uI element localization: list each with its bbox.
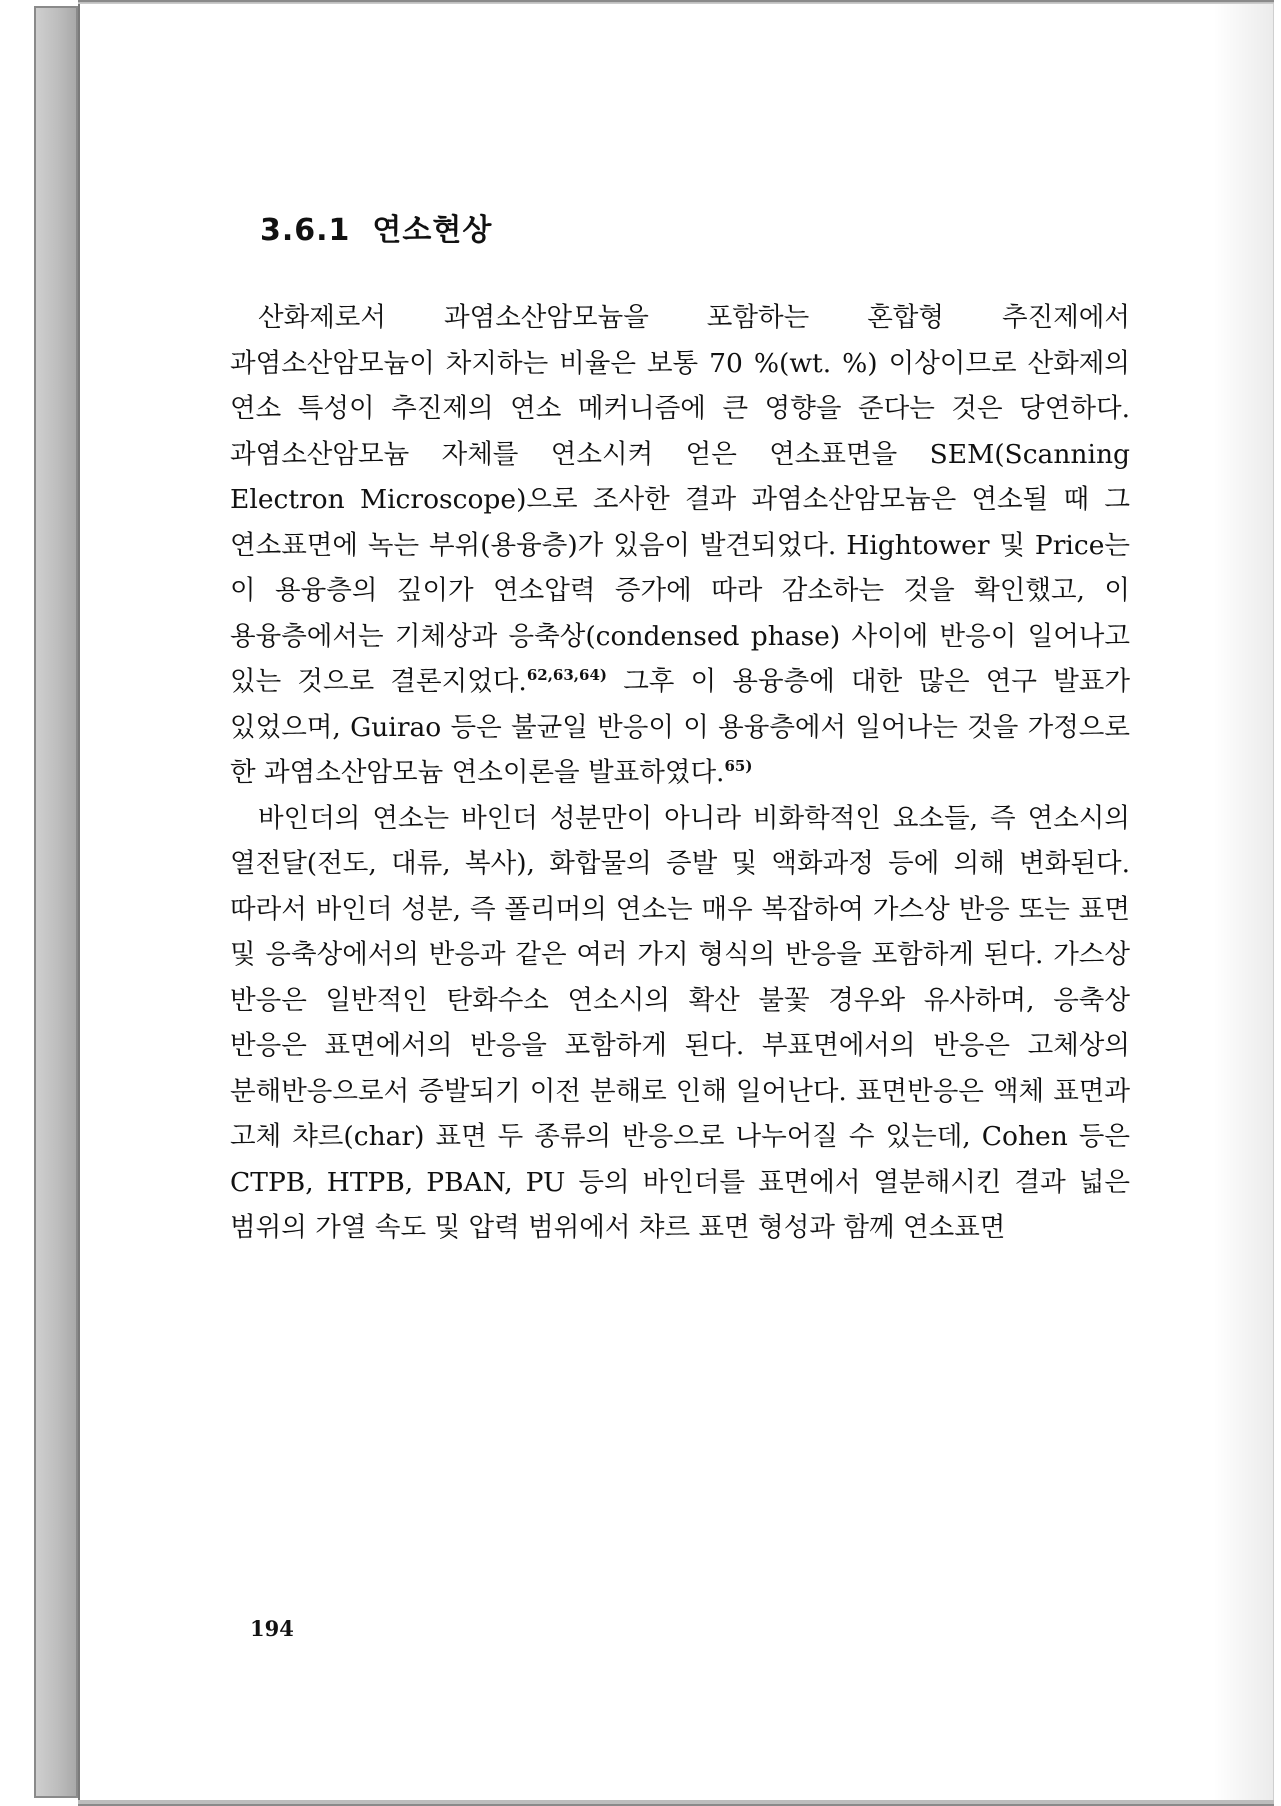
paragraph-1 (230, 295, 1130, 796)
book-spine (34, 6, 78, 1798)
book-bottom-edge (78, 1800, 1274, 1806)
paragraph-1-text: 산화제로서 과염소산암모늄을 포함하는 혼합형 추진제에서 과염소산암모늄이 차지하는 비율은 보통 70 %(wt. %) 이상이므로 산화제의 연소 특성이 추진제의 연소 메커니즘에 큰 영향을 준다는 것은 당연하다. 과염소산암모늄 자체를 연소시켜 얻은 연소표면을 SEM(Scanning Electron Microscope)으로 조사한 결과 과염소산암모늄은 연소될 때 그 연소표면에 녹는 부위(용융층)가 있음이 발견되었다. Hightower 및 Price는 이 용융층의 깊이가 연소압력 증가에 따라 감소하는 것을 확인했고, 이 용융층에서는 기체상과 응축상(condensed phase) 사이에 반응이 일어나고 있는 것으로 결론지었다. (230, 302, 1130, 697)
section-heading (260, 205, 1130, 249)
page-number: 194 (250, 1616, 294, 1641)
section-number: 3.6.1 (260, 213, 351, 248)
page-content (230, 205, 1130, 1251)
paragraph-1-text-continued: 그후 이 용융층에 대한 많은 연구 발표가 있었으며, Guirao 등은 불균일 반응이 이 용융층에서 일어나는 것을 가정으로 한 과염소산암모늄 연소이론을 발표하였다. (230, 666, 1130, 788)
citation-65: 65) (724, 757, 753, 776)
citation-62-64: 62,63,64) (526, 666, 607, 685)
section-title: 연소현상 (372, 213, 493, 248)
paragraph-2: 바인더의 연소는 바인더 성분만이 아니라 비화학적인 요소들, 즉 연소시의 열전달(전도, 대류, 복사), 화합물의 증발 및 액화과정 등에 의해 변화된다. 따라서 바인더 성분, 즉 폴리머의 연소는 매우 복잡하여 가스상 반응 또는 표면 및 응축상에서의 반응과 같은 여러 가지 형식의 반응을 포함하게 된다. 가스상 반응은 일반적인 탄화수소 연소시의 확산 불꽃 경우와 유사하며, 응축상 반응은 표면에서의 반응을 포함하게 된다. 부표면에서의 반응은 고체상의 분해반응으로서 증발되기 이전 분해로 인해 일어난다. 표면반응은 액체 표면과 고체 챠르(char) 표면 두 종류의 반응으로 나누어질 수 있는데, Cohen 등은 CTPB, HTPB, PBAN, PU 등의 바인더를 표면에서 열분해시킨 결과 넓은 범위의 가열 속도 및 압력 범위에서 챠르 표면 형성과 함께 연소표면 (230, 802, 1130, 1243)
page-edge-shadow (1213, 4, 1273, 1802)
